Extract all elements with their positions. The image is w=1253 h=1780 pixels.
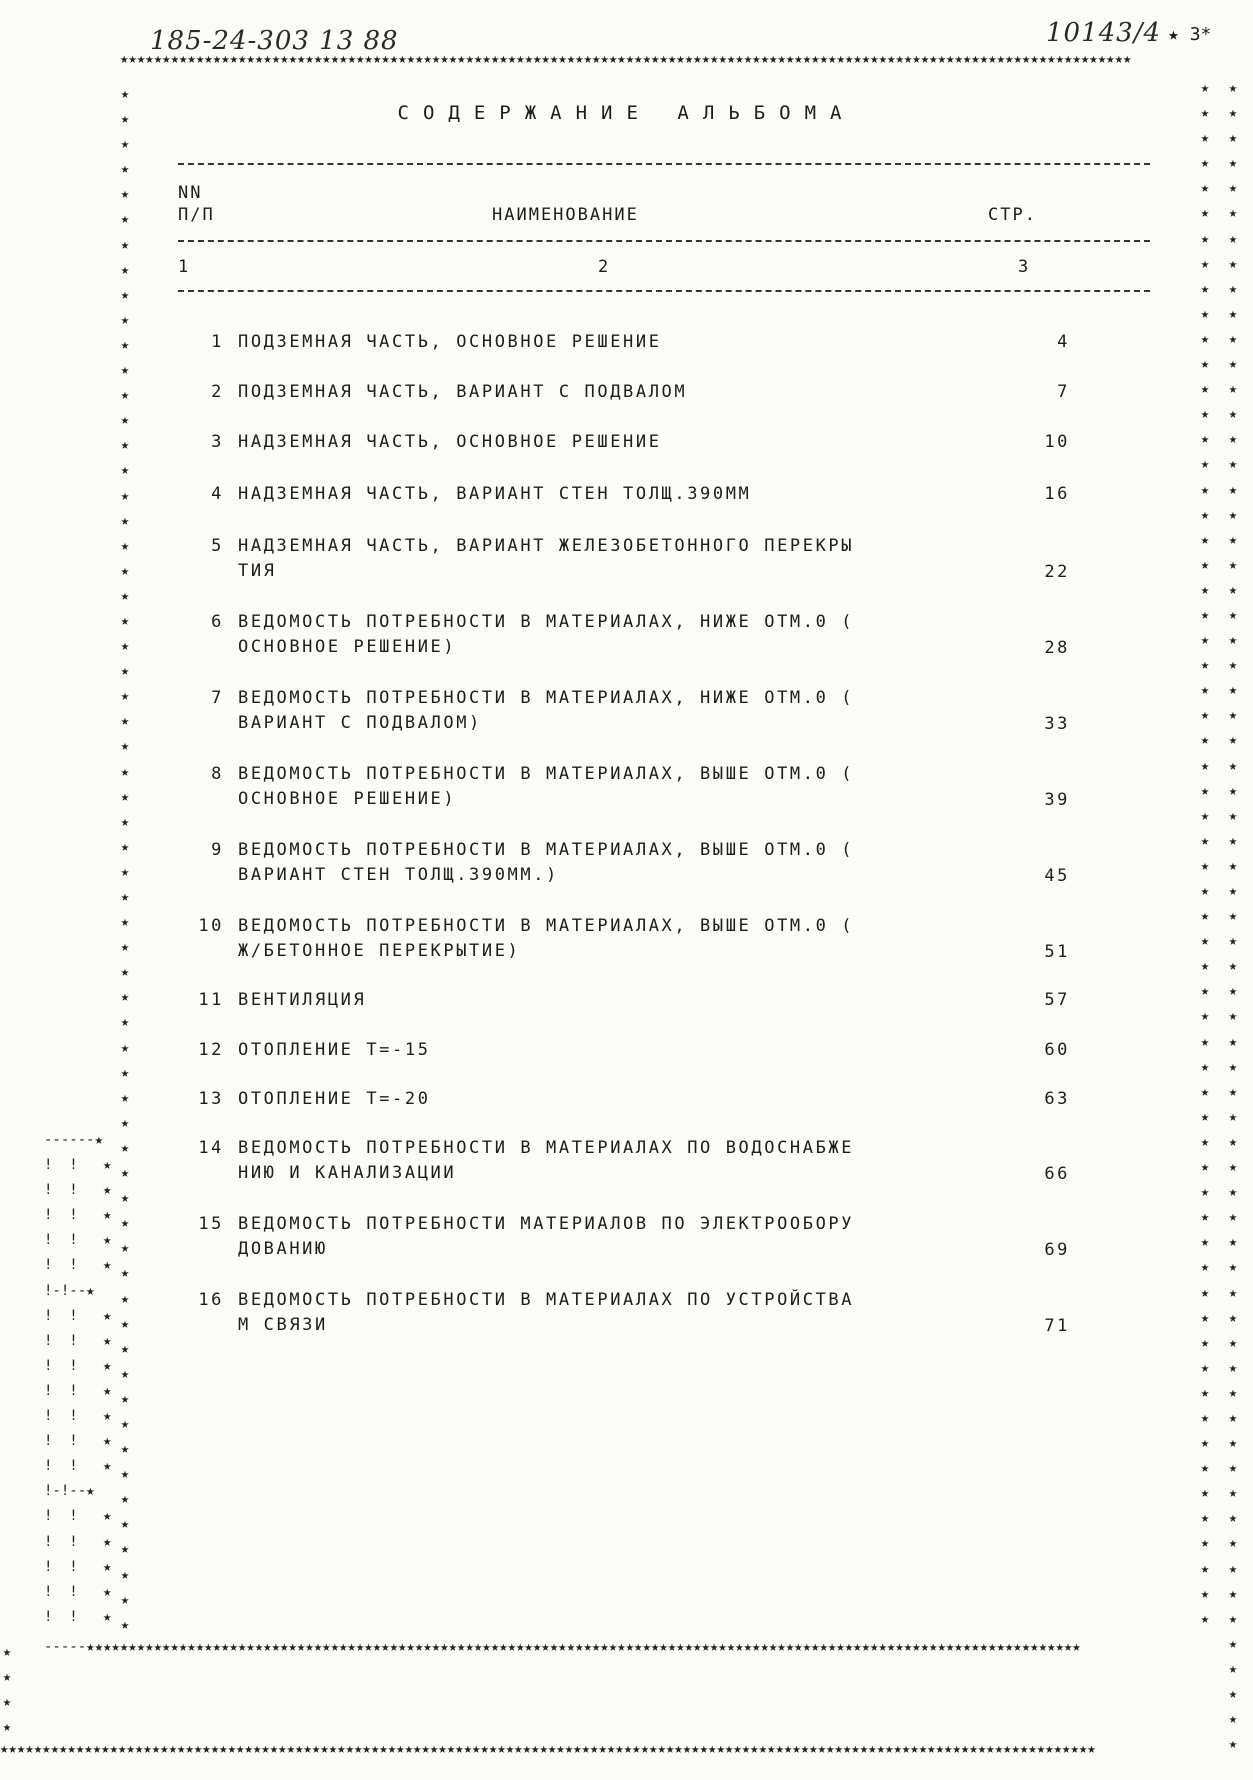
entry-title: ВЕДОМОСТЬ ПОТРЕБНОСТИ В МАТЕРИАЛАХ, НИЖЕ ОТМ.0 ( ОСНОВНОЕ РЕШЕНИЕ) — [238, 612, 855, 657]
entry-title: ВЕНТИЛЯЦИЯ — [238, 990, 367, 1010]
page-mark: ★ 3* — [1168, 24, 1212, 45]
contents-entry — [186, 1212, 1070, 1272]
page-mark-number: 3 — [1189, 24, 1201, 45]
album-contents-title: СОДЕРЖАНИЕ АЛЬБОМА — [397, 102, 856, 124]
entry-page: 71 — [1044, 1316, 1070, 1336]
entry-title: НАДЗЕМНАЯ ЧАСТЬ, ВАРИАНТ СТЕН ТОЛЩ.390ММ — [238, 484, 752, 504]
header-top-rule — [178, 163, 1150, 165]
contents-entry — [186, 610, 1070, 670]
top-star-border: ★★★★★★★★★★★★★★★★★★★★★★★★★★★★★★★★★★★★★★★★★★★★★★★★★★★★★★★★★★★★★★★★★★★★★★★★★★★★★★★★★★★★★★★★★★★★★★★★★★★★★★★★★★★★★★★★★★★★★★★★ — [120, 52, 1132, 66]
right-star-border-inner: ★ ★ ★ ★ ★ ★ ★ ★ ★ ★ ★ ★ ★ ★ ★ ★ ★ ★ ★ ★ ★ ★ ★ ★ ★ ★ ★ ★ ★ ★ ★ ★ ★ ★ ★ ★ ★ ★ ★ ★ ★ ★ ★ ★ ★ ★ ★ ★ ★ ★ ★ ★ ★ ★ ★ ★ ★ ★ ★ ★ ★ ★ — [1200, 80, 1210, 1627]
contents-entry — [186, 534, 1070, 594]
entry-page: 51 — [1044, 942, 1070, 962]
entry-page: 60 — [1044, 1040, 1070, 1060]
doc-code: 185-24-303 13 88 — [150, 26, 399, 56]
entry-title: ПОДЗЕМНАЯ ЧАСТЬ, ВАРИАНТ С ПОДВАЛОМ — [238, 382, 688, 402]
entry-number: 5 — [211, 536, 224, 556]
entry-number: 7 — [211, 688, 224, 708]
entry-title: ВЕДОМОСТЬ ПОТРЕБНОСТИ МАТЕРИАЛОВ ПО ЭЛЕКТРООБОРУ ДОВАНИЮ — [238, 1214, 855, 1259]
num-header-line-2: П/П — [178, 205, 215, 225]
contents-entry — [186, 430, 1070, 490]
entry-page: 69 — [1044, 1240, 1070, 1260]
name-column-header: НАИМЕНОВАНИЕ — [492, 205, 639, 225]
page-column-header: СТР. — [988, 205, 1037, 225]
entry-title: ВЕДОМОСТЬ ПОТРЕБНОСТИ В МАТЕРИАЛАХ ПО ВОДОСНАБЖЕ НИЮ И КАНАЛИЗАЦИИ — [238, 1138, 855, 1183]
entry-number: 4 — [211, 484, 224, 504]
entry-title: НАДЗЕМНАЯ ЧАСТЬ, ВАРИАНТ ЖЕЛЕЗОБЕТОННОГО ПЕРЕКРЫ ТИЯ — [238, 536, 855, 581]
bottom-inner-star-border: -----★★★★★★★★★★★★★★★★★★★★★★★★★★★★★★★★★★★★★★★★★★★★★★★★★★★★★★★★★★★★★★★★★★★★★★★★★★★★★★★★★★★★★★★★★★★★★★★★★★★★★★★★★★★★★★★★★★★★★★ — [44, 1640, 1081, 1654]
contents-entry — [186, 838, 1070, 898]
entry-number: 11 — [198, 990, 224, 1010]
entry-title: ОТОПЛЕНИЕ Т=-20 — [238, 1089, 431, 1109]
entry-title: НАДЗЕМНАЯ ЧАСТЬ, ОСНОВНОЕ РЕШЕНИЕ — [238, 432, 662, 452]
column-number-1: 1 — [178, 257, 191, 277]
contents-entry — [186, 1136, 1070, 1196]
entry-page: 10 — [1044, 432, 1070, 452]
contents-entry — [186, 482, 1070, 542]
header-bottom-rule — [178, 290, 1150, 292]
right-star-border-outer: ★ ★ ★ ★ ★ ★ ★ ★ ★ ★ ★ ★ ★ ★ ★ ★ ★ ★ ★ ★ ★ ★ ★ ★ ★ ★ ★ ★ ★ ★ ★ ★ ★ ★ ★ ★ ★ ★ ★ ★ ★ ★ ★ ★ ★ ★ ★ ★ ★ ★ ★ ★ ★ ★ ★ ★ ★ ★ ★ ★ ★ ★ ★ ★ ★ ★ ★ — [1228, 80, 1238, 1753]
entry-title: ВЕДОМОСТЬ ПОТРЕБНОСТИ В МАТЕРИАЛАХ, ВЫШЕ ОТМ.0 ( ОСНОВНОЕ РЕШЕНИЕ) — [238, 764, 855, 809]
inventory-number: 10143/4 — [1046, 18, 1162, 48]
entry-number: 16 — [198, 1290, 224, 1310]
outer-left-star-border: ★ ★ ★ ★ — [2, 1644, 12, 1736]
entry-page: 16 — [1044, 484, 1070, 504]
contents-entry — [186, 686, 1070, 746]
entry-page: 66 — [1044, 1164, 1070, 1184]
entry-number: 8 — [211, 764, 224, 784]
entry-title: ВЕДОМОСТЬ ПОТРЕБНОСТИ В МАТЕРИАЛАХ, ВЫШЕ ОТМ.0 ( Ж/БЕТОННОЕ ПЕРЕКРЫТИЕ) — [238, 916, 855, 961]
entry-page: 28 — [1044, 638, 1070, 658]
contents-entry — [186, 762, 1070, 822]
contents-entry — [186, 914, 1070, 974]
entry-number: 3 — [211, 432, 224, 452]
entry-page: 45 — [1044, 866, 1070, 886]
entry-page: 4 — [1057, 332, 1070, 352]
entry-number: 9 — [211, 840, 224, 860]
entry-page: 39 — [1044, 790, 1070, 810]
entry-title: ВЕДОМОСТЬ ПОТРЕБНОСТИ В МАТЕРИАЛАХ, ВЫШЕ ОТМ.0 ( ВАРИАНТ СТЕН ТОЛЩ.390ММ.) — [238, 840, 855, 885]
entry-number: 6 — [211, 612, 224, 632]
contents-entry — [186, 1288, 1070, 1348]
entry-number: 10 — [198, 916, 224, 936]
entry-number: 1 — [211, 332, 224, 352]
entry-title: ВЕДОМОСТЬ ПОТРЕБНОСТИ В МАТЕРИАЛАХ, НИЖЕ ОТМ.0 ( ВАРИАНТ С ПОДВАЛОМ) — [238, 688, 855, 733]
entry-page: 22 — [1044, 562, 1070, 582]
entry-number: 15 — [198, 1214, 224, 1234]
bottom-outer-star-border: ★★★★★★★★★★★★★★★★★★★★★★★★★★★★★★★★★★★★★★★★★★★★★★★★★★★★★★★★★★★★★★★★★★★★★★★★★★★★★★★★★★★★★★★★★★★★★★★★★★★★★★★★★★★★★★★★★★★★★★★★★★★★★★★★★★ — [0, 1742, 1096, 1756]
binding-stamp-box: ------★ ! ! ★ ! ! ★ ! ! ★ ! ! ★ ! ! ★ !-!--★ ! ! ★ ! ! ★ ! ! ★ ! ! ★ ! ! ★ ! ! ★ ! ! ★ !-!--★ ! ! ★ ! ! ★ ! ! ★ ! ! ★ ! ! ★ — [44, 1132, 112, 1625]
column-number-3: 3 — [1018, 257, 1031, 277]
entry-page: 33 — [1044, 714, 1070, 734]
entry-number: 2 — [211, 382, 224, 402]
column-number-2: 2 — [598, 257, 611, 277]
entry-title: ВЕДОМОСТЬ ПОТРЕБНОСТИ В МАТЕРИАЛАХ ПО УСТРОЙСТВА М СВЯЗИ — [238, 1290, 855, 1335]
entry-number: 12 — [198, 1040, 224, 1060]
entry-page: 57 — [1044, 990, 1070, 1010]
num-header-line-1: NN — [178, 183, 203, 203]
entry-page: 63 — [1044, 1089, 1070, 1109]
left-star-border: ★ ★ ★ ★ ★ ★ ★ ★ ★ ★ ★ ★ ★ ★ ★ ★ ★ ★ ★ ★ ★ ★ ★ ★ ★ ★ ★ ★ ★ ★ ★ ★ ★ ★ ★ ★ ★ ★ ★ ★ ★ ★ ★ ★ ★ ★ ★ ★ ★ ★ ★ ★ ★ ★ ★ ★ ★ ★ ★ ★ ★ ★ — [120, 86, 130, 1633]
entry-title: ОТОПЛЕНИЕ Т=-15 — [238, 1040, 431, 1060]
entry-page: 7 — [1057, 382, 1070, 402]
entry-number: 14 — [198, 1138, 224, 1158]
header-middle-rule — [178, 240, 1150, 242]
entry-title: ПОДЗЕМНАЯ ЧАСТЬ, ОСНОВНОЕ РЕШЕНИЕ — [238, 332, 662, 352]
entry-number: 13 — [198, 1089, 224, 1109]
